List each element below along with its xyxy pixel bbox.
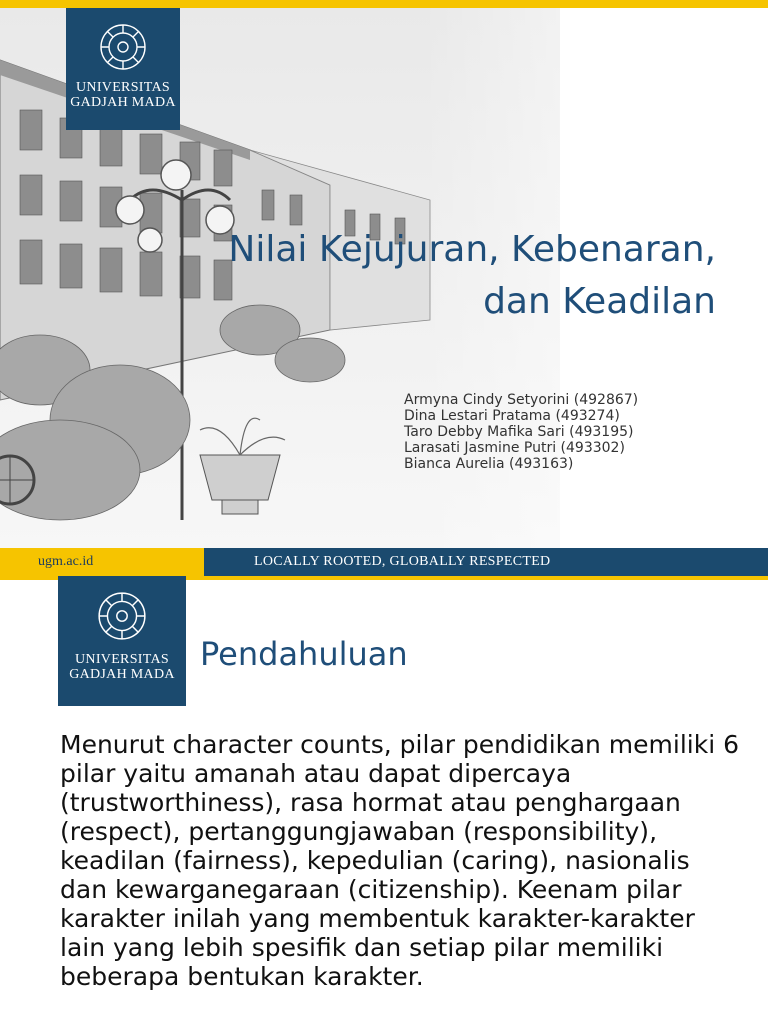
footer-url: ugm.ac.id bbox=[38, 554, 94, 569]
author-item: Bianca Aurelia (493163) bbox=[404, 456, 574, 472]
ugm-logo bbox=[66, 8, 180, 130]
presentation-title bbox=[196, 224, 716, 328]
slide-title: Pendahuluan bbox=[200, 635, 408, 673]
ugm-logo bbox=[58, 576, 186, 706]
title-line-2: dan Keadilan bbox=[483, 281, 716, 322]
ugm-seal-icon bbox=[96, 590, 148, 642]
author-item: Dina Lestari Pratama (493274) bbox=[404, 408, 620, 424]
title-line-1: Nilai Kejujuran, Kebenaran, bbox=[228, 229, 716, 270]
author-item: Larasati Jasmine Putri (493302) bbox=[404, 440, 625, 456]
footer-tagline: LOCALLY ROOTED, GLOBALLY RESPECTED bbox=[204, 548, 768, 576]
body-paragraph: Menurut character counts, pilar pendidikan memiliki 6 pilar yaitu amanah atau dapat dipercaya (trustworthiness), rasa hormat atau penghargaan (respect), pertanggungjawaban (responsibility), keadilan (fairness), kepedulian (caring), nasionalis dan kewarganegaraan (citizenship). Keenam pilar karakter inilah yang membentuk karakter-karakter lain yang lebih spesifik dan setiap pilar memiliki beberapa bentukan karakter. bbox=[60, 730, 740, 991]
logo-line-1: UNIVERSITAS bbox=[75, 652, 169, 667]
logo-line-1: UNIVERSITAS bbox=[76, 80, 170, 95]
author-item: Armyna Cindy Setyorini (492867) bbox=[404, 392, 639, 408]
ugm-seal-icon bbox=[98, 22, 148, 72]
logo-line-2: GADJAH MADA bbox=[69, 667, 175, 682]
logo-line-2: GADJAH MADA bbox=[70, 95, 176, 110]
author-item: Taro Debby Mafika Sari (493195) bbox=[404, 424, 634, 440]
author-list bbox=[404, 392, 638, 472]
